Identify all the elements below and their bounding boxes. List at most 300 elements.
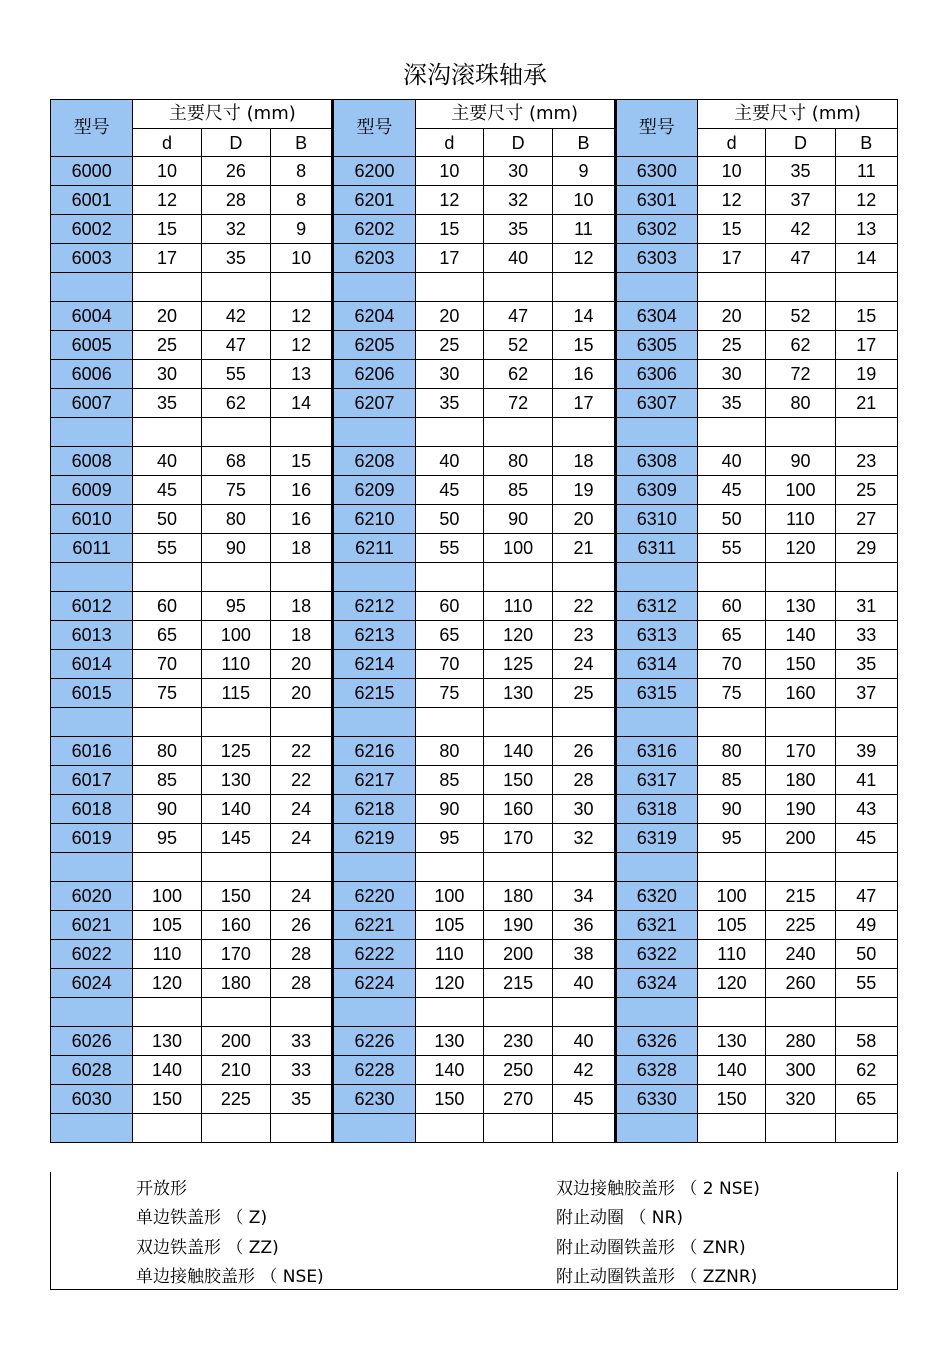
D-cell: 125 (484, 650, 553, 679)
B-cell: 29 (835, 534, 897, 563)
data-row (51, 389, 898, 418)
blank-cell (484, 273, 553, 302)
B-cell: 13 (271, 360, 333, 389)
model-cell: 6028 (51, 1056, 133, 1085)
d-cell: 150 (698, 1085, 766, 1114)
D-cell: 270 (484, 1085, 553, 1114)
data-row (51, 969, 898, 998)
blank-cell (201, 418, 270, 447)
D-cell: 62 (201, 389, 270, 418)
model-cell: 6010 (51, 505, 133, 534)
blank-cell (553, 853, 615, 882)
blank-cell (766, 1114, 835, 1143)
D-cell: 190 (766, 795, 835, 824)
blank-cell (553, 998, 615, 1027)
model-cell (51, 853, 133, 882)
spacer-row (51, 563, 898, 592)
D-cell: 170 (201, 940, 270, 969)
d-cell: 130 (133, 1027, 201, 1056)
B-cell: 24 (271, 824, 333, 853)
d-cell: 60 (415, 592, 483, 621)
B-cell: 26 (553, 737, 615, 766)
D-cell: 35 (484, 215, 553, 244)
data-row (51, 592, 898, 621)
D-cell: 42 (201, 302, 270, 331)
blank-cell (698, 273, 766, 302)
B-cell: 24 (553, 650, 615, 679)
model-cell: 6314 (615, 650, 697, 679)
D-cell: 150 (201, 882, 270, 911)
d-cell: 45 (698, 476, 766, 505)
D-cell: 35 (766, 157, 835, 186)
D-cell: 42 (766, 215, 835, 244)
d-cell: 25 (133, 331, 201, 360)
d-cell: 120 (698, 969, 766, 998)
d-cell: 45 (415, 476, 483, 505)
model-cell: 6208 (333, 447, 415, 476)
B-cell: 12 (271, 331, 333, 360)
blank-cell (766, 998, 835, 1027)
d-cell: 110 (698, 940, 766, 969)
blank-cell (201, 998, 270, 1027)
D-cell: 37 (766, 186, 835, 215)
data-row (51, 1027, 898, 1056)
col-d-header: d (698, 129, 766, 157)
B-cell: 33 (271, 1027, 333, 1056)
B-cell: 21 (835, 389, 897, 418)
model-cell: 6008 (51, 447, 133, 476)
d-cell: 120 (133, 969, 201, 998)
d-cell: 150 (133, 1085, 201, 1114)
B-cell: 28 (271, 969, 333, 998)
blank-cell (484, 708, 553, 737)
D-cell: 80 (484, 447, 553, 476)
d-cell: 75 (698, 679, 766, 708)
B-cell: 31 (835, 592, 897, 621)
D-cell: 180 (201, 969, 270, 998)
header-row (51, 100, 898, 129)
d-cell: 12 (415, 186, 483, 215)
legend-item: 单边接触胶盖形 （ NSE) (136, 1267, 324, 1287)
B-cell: 24 (271, 795, 333, 824)
d-cell: 10 (133, 157, 201, 186)
d-cell: 40 (415, 447, 483, 476)
blank-cell (271, 418, 333, 447)
spacer-row (51, 1114, 898, 1143)
blank-cell (698, 708, 766, 737)
B-cell: 22 (271, 766, 333, 795)
d-cell: 12 (133, 186, 201, 215)
blank-cell (271, 563, 333, 592)
model-cell: 6018 (51, 795, 133, 824)
d-cell: 17 (133, 244, 201, 273)
d-cell: 95 (698, 824, 766, 853)
D-cell: 150 (766, 650, 835, 679)
model-cell (333, 1114, 415, 1143)
blank-cell (415, 708, 483, 737)
model-header: 型号 (333, 100, 415, 157)
model-cell (51, 1114, 133, 1143)
model-cell: 6004 (51, 302, 133, 331)
model-cell: 6215 (333, 679, 415, 708)
d-cell: 40 (133, 447, 201, 476)
D-cell: 200 (201, 1027, 270, 1056)
d-cell: 25 (698, 331, 766, 360)
B-cell: 58 (835, 1027, 897, 1056)
blank-cell (133, 1114, 201, 1143)
dimensions-header: 主要尺寸 (mm) (133, 100, 333, 129)
blank-cell (201, 853, 270, 882)
blank-cell (271, 708, 333, 737)
d-cell: 150 (415, 1085, 483, 1114)
d-cell: 80 (698, 737, 766, 766)
spacer-row (51, 708, 898, 737)
d-cell: 55 (698, 534, 766, 563)
model-cell (333, 273, 415, 302)
spacer-row (51, 418, 898, 447)
data-row (51, 534, 898, 563)
model-cell: 6017 (51, 766, 133, 795)
D-cell: 47 (766, 244, 835, 273)
D-cell: 90 (484, 505, 553, 534)
blank-cell (484, 563, 553, 592)
B-cell: 19 (553, 476, 615, 505)
B-cell: 18 (553, 447, 615, 476)
d-cell: 50 (698, 505, 766, 534)
B-cell: 36 (553, 911, 615, 940)
D-cell: 28 (201, 186, 270, 215)
d-cell: 65 (133, 621, 201, 650)
d-cell: 85 (415, 766, 483, 795)
model-cell (615, 998, 697, 1027)
col-B-header: B (553, 129, 615, 157)
data-row (51, 505, 898, 534)
blank-cell (201, 1114, 270, 1143)
B-cell: 45 (553, 1085, 615, 1114)
model-cell: 6315 (615, 679, 697, 708)
data-row (51, 911, 898, 940)
d-cell: 15 (415, 215, 483, 244)
d-cell: 70 (698, 650, 766, 679)
D-cell: 40 (484, 244, 553, 273)
D-cell: 62 (766, 331, 835, 360)
data-row (51, 795, 898, 824)
d-cell: 17 (698, 244, 766, 273)
model-cell: 6308 (615, 447, 697, 476)
D-cell: 110 (484, 592, 553, 621)
model-cell: 6311 (615, 534, 697, 563)
D-cell: 215 (766, 882, 835, 911)
d-cell: 30 (133, 360, 201, 389)
B-cell: 33 (271, 1056, 333, 1085)
blank-cell (698, 563, 766, 592)
B-cell: 28 (553, 766, 615, 795)
B-cell: 35 (271, 1085, 333, 1114)
data-row (51, 621, 898, 650)
B-cell: 32 (553, 824, 615, 853)
model-cell: 6310 (615, 505, 697, 534)
d-cell: 105 (698, 911, 766, 940)
B-cell: 15 (835, 302, 897, 331)
blank-cell (133, 563, 201, 592)
model-cell: 6330 (615, 1085, 697, 1114)
model-cell: 6203 (333, 244, 415, 273)
D-cell: 170 (484, 824, 553, 853)
model-cell: 6228 (333, 1056, 415, 1085)
legend-box (50, 1172, 898, 1290)
D-cell: 240 (766, 940, 835, 969)
model-cell: 6301 (615, 186, 697, 215)
d-cell: 140 (133, 1056, 201, 1085)
blank-cell (415, 418, 483, 447)
B-cell: 20 (553, 505, 615, 534)
B-cell: 17 (553, 389, 615, 418)
D-cell: 95 (201, 592, 270, 621)
B-cell: 55 (835, 969, 897, 998)
model-header: 型号 (51, 100, 133, 157)
B-cell: 23 (835, 447, 897, 476)
d-cell: 70 (415, 650, 483, 679)
D-cell: 170 (766, 737, 835, 766)
B-cell: 8 (271, 186, 333, 215)
model-cell: 6318 (615, 795, 697, 824)
model-cell: 6030 (51, 1085, 133, 1114)
d-cell: 80 (133, 737, 201, 766)
d-cell: 60 (133, 592, 201, 621)
blank-cell (415, 998, 483, 1027)
blank-cell (835, 563, 897, 592)
B-cell: 9 (271, 215, 333, 244)
col-B-header: B (271, 129, 333, 157)
B-cell: 14 (271, 389, 333, 418)
B-cell: 21 (553, 534, 615, 563)
model-cell: 6221 (333, 911, 415, 940)
model-cell: 6020 (51, 882, 133, 911)
data-row (51, 360, 898, 389)
model-cell: 6210 (333, 505, 415, 534)
D-cell: 300 (766, 1056, 835, 1085)
blank-cell (133, 853, 201, 882)
d-cell: 55 (133, 534, 201, 563)
d-cell: 120 (415, 969, 483, 998)
model-cell: 6320 (615, 882, 697, 911)
model-cell: 6205 (333, 331, 415, 360)
col-d-header: d (415, 129, 483, 157)
D-cell: 180 (484, 882, 553, 911)
D-cell: 35 (201, 244, 270, 273)
D-cell: 80 (201, 505, 270, 534)
dimensions-header: 主要尺寸 (mm) (415, 100, 615, 129)
blank-cell (133, 998, 201, 1027)
B-cell: 11 (835, 157, 897, 186)
model-cell: 6013 (51, 621, 133, 650)
model-cell: 6200 (333, 157, 415, 186)
B-cell: 65 (835, 1085, 897, 1114)
D-cell: 32 (201, 215, 270, 244)
B-cell: 45 (835, 824, 897, 853)
model-cell (51, 563, 133, 592)
d-cell: 20 (415, 302, 483, 331)
legend-item: 双边接触胶盖形 （ 2 NSE) (556, 1179, 760, 1199)
blank-cell (553, 708, 615, 737)
model-cell: 6222 (333, 940, 415, 969)
data-row (51, 157, 898, 186)
B-cell: 10 (271, 244, 333, 273)
B-cell: 12 (553, 244, 615, 273)
D-cell: 215 (484, 969, 553, 998)
model-cell: 6019 (51, 824, 133, 853)
d-cell: 30 (698, 360, 766, 389)
B-cell: 16 (271, 476, 333, 505)
blank-cell (553, 563, 615, 592)
blank-cell (553, 418, 615, 447)
d-cell: 15 (133, 215, 201, 244)
model-cell (615, 853, 697, 882)
blank-cell (133, 708, 201, 737)
B-cell: 50 (835, 940, 897, 969)
D-cell: 130 (766, 592, 835, 621)
d-cell: 17 (415, 244, 483, 273)
model-cell: 6328 (615, 1056, 697, 1085)
d-cell: 65 (698, 621, 766, 650)
model-cell (615, 708, 697, 737)
d-cell: 70 (133, 650, 201, 679)
data-row (51, 824, 898, 853)
model-cell: 6209 (333, 476, 415, 505)
d-cell: 15 (698, 215, 766, 244)
B-cell: 28 (271, 940, 333, 969)
B-cell: 34 (553, 882, 615, 911)
data-row (51, 766, 898, 795)
blank-cell (698, 998, 766, 1027)
model-cell: 6220 (333, 882, 415, 911)
blank-cell (698, 418, 766, 447)
model-cell (333, 853, 415, 882)
d-cell: 90 (698, 795, 766, 824)
model-cell: 6211 (333, 534, 415, 563)
d-cell: 95 (415, 824, 483, 853)
D-cell: 200 (484, 940, 553, 969)
d-cell: 35 (133, 389, 201, 418)
D-cell: 130 (484, 679, 553, 708)
B-cell: 24 (271, 882, 333, 911)
model-cell: 6005 (51, 331, 133, 360)
d-cell: 105 (133, 911, 201, 940)
model-cell: 6316 (615, 737, 697, 766)
d-cell: 140 (415, 1056, 483, 1085)
model-cell: 6216 (333, 737, 415, 766)
B-cell: 40 (553, 1027, 615, 1056)
spacer-row (51, 273, 898, 302)
blank-cell (766, 853, 835, 882)
model-cell: 6207 (333, 389, 415, 418)
data-row (51, 215, 898, 244)
blank-cell (415, 1114, 483, 1143)
col-D-header: D (484, 129, 553, 157)
d-cell: 100 (415, 882, 483, 911)
model-cell: 6021 (51, 911, 133, 940)
spacer-row (51, 853, 898, 882)
col-B-header: B (835, 129, 897, 157)
D-cell: 80 (766, 389, 835, 418)
d-cell: 50 (133, 505, 201, 534)
blank-cell (766, 708, 835, 737)
bearing-table (50, 99, 898, 1143)
data-row (51, 679, 898, 708)
d-cell: 100 (698, 882, 766, 911)
blank-cell (201, 273, 270, 302)
model-cell: 6303 (615, 244, 697, 273)
d-cell: 140 (698, 1056, 766, 1085)
model-cell: 6201 (333, 186, 415, 215)
model-cell: 6309 (615, 476, 697, 505)
blank-cell (698, 1114, 766, 1143)
spacer-row (51, 998, 898, 1027)
B-cell: 30 (553, 795, 615, 824)
data-row (51, 650, 898, 679)
blank-cell (201, 563, 270, 592)
blank-cell (201, 708, 270, 737)
d-cell: 110 (133, 940, 201, 969)
model-cell (333, 418, 415, 447)
data-row (51, 476, 898, 505)
d-cell: 65 (415, 621, 483, 650)
B-cell: 16 (553, 360, 615, 389)
model-cell: 6024 (51, 969, 133, 998)
model-header: 型号 (615, 100, 697, 157)
D-cell: 260 (766, 969, 835, 998)
legend-item: 开放形 (136, 1179, 187, 1199)
D-cell: 250 (484, 1056, 553, 1085)
D-cell: 90 (201, 534, 270, 563)
D-cell: 230 (484, 1027, 553, 1056)
d-cell: 45 (133, 476, 201, 505)
model-cell: 6206 (333, 360, 415, 389)
model-cell (333, 563, 415, 592)
blank-cell (766, 418, 835, 447)
D-cell: 160 (484, 795, 553, 824)
d-cell: 130 (415, 1027, 483, 1056)
model-cell: 6009 (51, 476, 133, 505)
dimensions-header: 主要尺寸 (mm) (698, 100, 898, 129)
D-cell: 120 (484, 621, 553, 650)
model-cell: 6312 (615, 592, 697, 621)
D-cell: 32 (484, 186, 553, 215)
model-cell: 6014 (51, 650, 133, 679)
D-cell: 190 (484, 911, 553, 940)
B-cell: 19 (835, 360, 897, 389)
B-cell: 62 (835, 1056, 897, 1085)
B-cell: 40 (553, 969, 615, 998)
data-row (51, 940, 898, 969)
model-cell: 6015 (51, 679, 133, 708)
blank-cell (133, 418, 201, 447)
d-cell: 30 (415, 360, 483, 389)
D-cell: 225 (766, 911, 835, 940)
model-cell (333, 998, 415, 1027)
d-cell: 90 (133, 795, 201, 824)
model-cell: 6306 (615, 360, 697, 389)
subheader-row (51, 129, 898, 157)
d-cell: 80 (415, 737, 483, 766)
D-cell: 140 (484, 737, 553, 766)
d-cell: 130 (698, 1027, 766, 1056)
model-cell: 6317 (615, 766, 697, 795)
B-cell: 11 (553, 215, 615, 244)
D-cell: 115 (201, 679, 270, 708)
blank-cell (484, 853, 553, 882)
B-cell: 8 (271, 157, 333, 186)
